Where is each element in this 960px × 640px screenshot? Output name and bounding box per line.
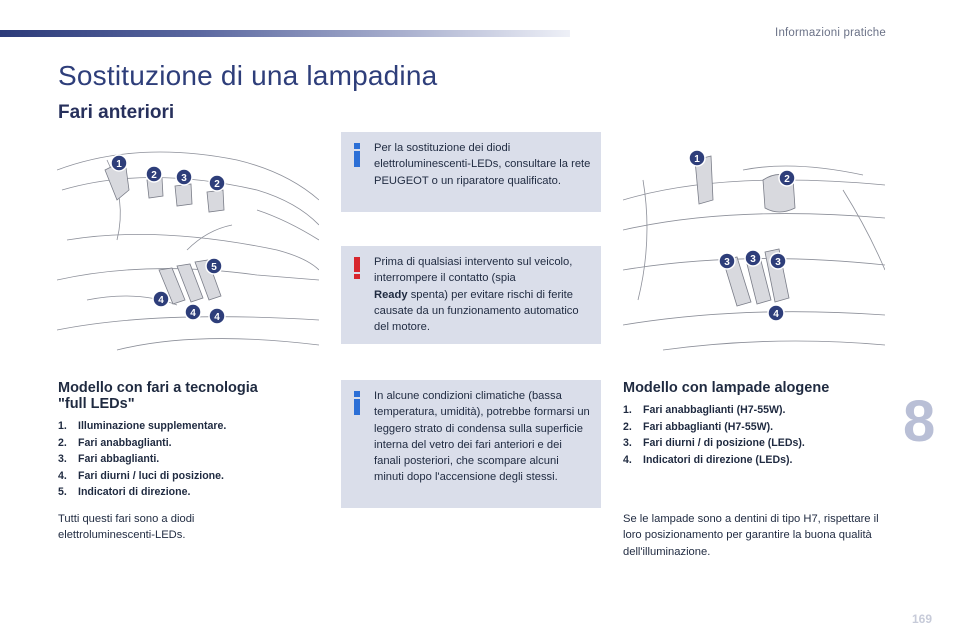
- list-item: 1. Fari anabbaglianti (H7-55W).: [623, 404, 786, 416]
- section-subtitle: Fari anteriori: [58, 102, 175, 123]
- list-item: 3. Fari diurni / di posizione (LEDs).: [623, 437, 805, 449]
- list-item: 3. Fari abbaglianti.: [58, 453, 160, 465]
- header-gradient-bar: [0, 30, 570, 37]
- halogen-headlamp-figure: [623, 130, 885, 358]
- badge-2a: 2: [151, 170, 157, 181]
- warning-callout: [341, 246, 601, 344]
- badge-r3a: 3: [724, 257, 730, 268]
- list-item: 4. Fari diurni / luci di posizione.: [58, 469, 224, 482]
- badge-r4: 4: [773, 309, 779, 320]
- badge-r2: 2: [784, 174, 790, 185]
- badge-1: 1: [116, 159, 122, 170]
- halogen-model-note: Se le lampade sono a dentini di tipo H7, rispettare il loro posizionamento per garantire la buona qualità dell'illuminazione.: [623, 513, 879, 558]
- warning-text-part1: Prima di qualsiasi intervento sul veicolo, interrompere il contatto (spia: [374, 256, 573, 285]
- list-item: 2. Fari abbaglianti (H7-55W).: [623, 420, 774, 433]
- badge-4a: 4: [158, 295, 164, 306]
- badge-r3c: 3: [775, 257, 781, 268]
- badge-r1: 1: [694, 154, 700, 165]
- ready-indicator-label: Ready: [374, 288, 408, 301]
- list-item: 1. Illuminazione supplementare.: [58, 420, 227, 432]
- halogen-model-heading: Modello con lampade alogene: [623, 380, 830, 396]
- info-icon: [353, 143, 360, 167]
- warning-text-part2: spenta) per evitare rischi di ferite causate da un funzionamento automatico del motore.: [374, 288, 579, 334]
- led-model-note: Tutti questi fari sono a diodi elettroluminescenti-LEDs.: [58, 513, 195, 542]
- led-model-heading-line1: Modello con fari a tecnologia: [58, 380, 258, 396]
- badge-3: 3: [181, 173, 187, 184]
- badge-2b: 2: [214, 179, 220, 190]
- list-item: 4. Indicatori di direzione (LEDs).: [623, 453, 793, 466]
- led-model-heading: [58, 380, 328, 412]
- list-item: 5. Indicatori di direzione.: [58, 486, 191, 498]
- info-callout-leds-text: Per la sostituzione dei diodi elettroluminescenti-LEDs, consultare la rete PEUGEOT o un riparatore qualificato.: [374, 142, 591, 187]
- badge-4b: 4: [190, 308, 196, 319]
- page-title: Sostituzione di una lampadina: [58, 60, 438, 91]
- led-model-legend: [58, 418, 328, 501]
- info-callout-condensation-text: In alcune condizioni climatiche (bassa temperatura, umidità), potrebbe formarsi un leggero strato di condensa sulla superficie interna del vetro dei fari anteriori e dei fanali posteriori, che scompare alcuni minuti dopo l'accensione degli stessi.: [374, 390, 590, 484]
- warning-icon: [353, 257, 360, 279]
- list-item: 2. Fari anabbaglianti.: [58, 436, 172, 449]
- badge-5: 5: [211, 262, 217, 273]
- info-callout-condensation: [341, 380, 601, 508]
- led-model-heading-line2: "full LEDs": [58, 396, 135, 412]
- halogen-model-legend: [623, 402, 893, 468]
- chapter-number: 8: [903, 389, 936, 454]
- led-headlamp-figure: [57, 130, 319, 358]
- info-icon: [353, 391, 360, 415]
- page-number: 169: [911, 612, 932, 626]
- info-callout-leds: [341, 132, 601, 212]
- section-label: Informazioni pratiche: [775, 27, 886, 39]
- badge-r3b: 3: [750, 254, 756, 265]
- badge-4c: 4: [214, 312, 220, 323]
